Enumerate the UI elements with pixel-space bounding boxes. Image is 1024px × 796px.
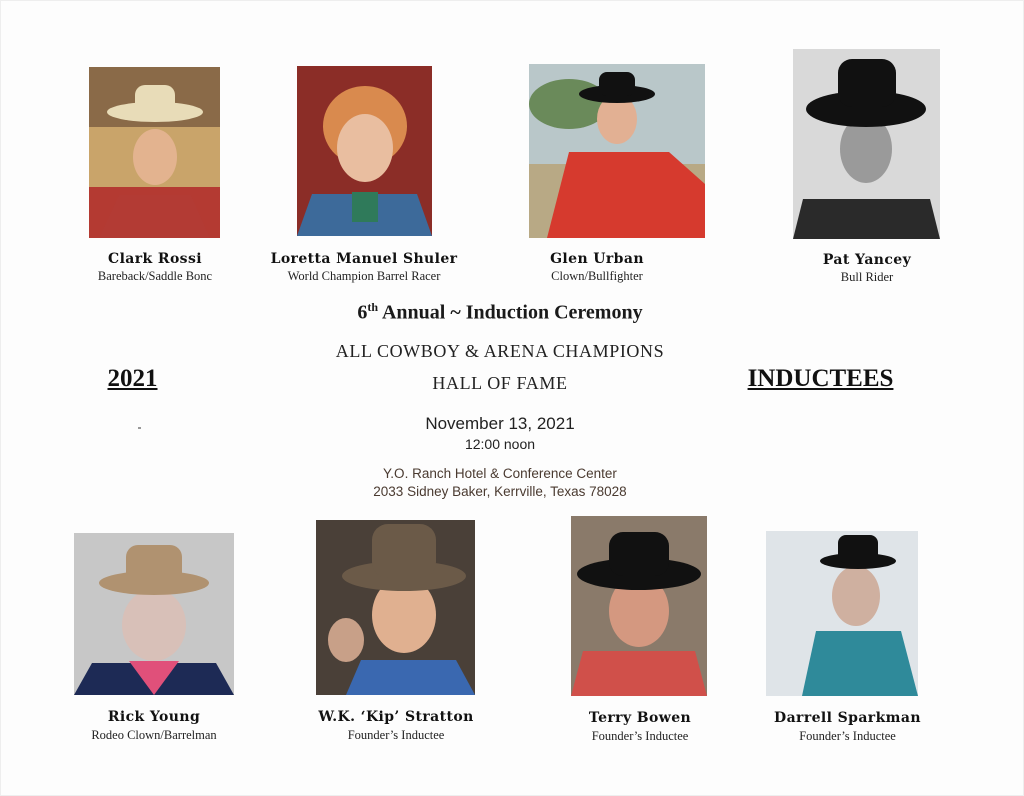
ceremony-title: 6th Annual ~ Induction Ceremony xyxy=(357,300,643,324)
inductee-name: Clark Rossi xyxy=(108,251,202,267)
photo-rick-young xyxy=(74,533,234,695)
inductee-name: Pat Yancey xyxy=(822,252,912,268)
inductee-name: Glen Urban xyxy=(550,251,644,267)
inductee-name: W.K. ‘Kip’ Stratton xyxy=(318,709,474,725)
inductee-role: World Champion Barrel Racer xyxy=(287,269,441,283)
hall-of-fame-line1: ALL COWBOY & ARENA CHAMPIONS xyxy=(335,341,665,361)
venue-address: 2033 Sidney Baker, Kerrville, Texas 78028 xyxy=(373,484,627,499)
event-time: 12:00 noon xyxy=(464,436,536,452)
photo-wk-kip-stratton xyxy=(316,520,475,695)
paper-speck xyxy=(138,427,141,429)
photo-pat-yancey xyxy=(793,49,940,239)
inductees-heading: INDUCTEES xyxy=(747,365,894,392)
inductee-name: Darrell Sparkman xyxy=(774,710,921,726)
inductee-name: Loretta Manuel Shuler xyxy=(270,251,458,267)
inductee-name: Rick Young xyxy=(107,709,201,725)
inductee-role: Bareback/Saddle Bonc xyxy=(97,269,213,283)
hall-of-fame-line2: HALL OF FAME xyxy=(432,373,568,393)
photo-loretta-manuel-shuler xyxy=(297,66,432,236)
year-heading: 2021 xyxy=(107,365,158,392)
photo-clark-rossi xyxy=(89,67,220,238)
inductee-role: Founder’s Inductee xyxy=(799,729,896,743)
event-date: November 13, 2021 xyxy=(425,414,575,433)
inductee-role: Rodeo Clown/Barrelman xyxy=(91,728,217,742)
photo-darrell-sparkman xyxy=(766,531,918,696)
inductee-role: Bull Rider xyxy=(840,270,894,284)
inductee-name: Terry Bowen xyxy=(588,710,692,726)
inductee-role: Founder’s Inductee xyxy=(591,729,689,743)
photo-terry-bowen xyxy=(571,516,707,696)
photo-glen-urban xyxy=(529,64,705,238)
inductee-role: Clown/Bullfighter xyxy=(551,269,643,283)
inductee-role: Founder’s Inductee xyxy=(347,728,445,742)
venue-name: Y.O. Ranch Hotel & Conference Center xyxy=(383,466,617,481)
